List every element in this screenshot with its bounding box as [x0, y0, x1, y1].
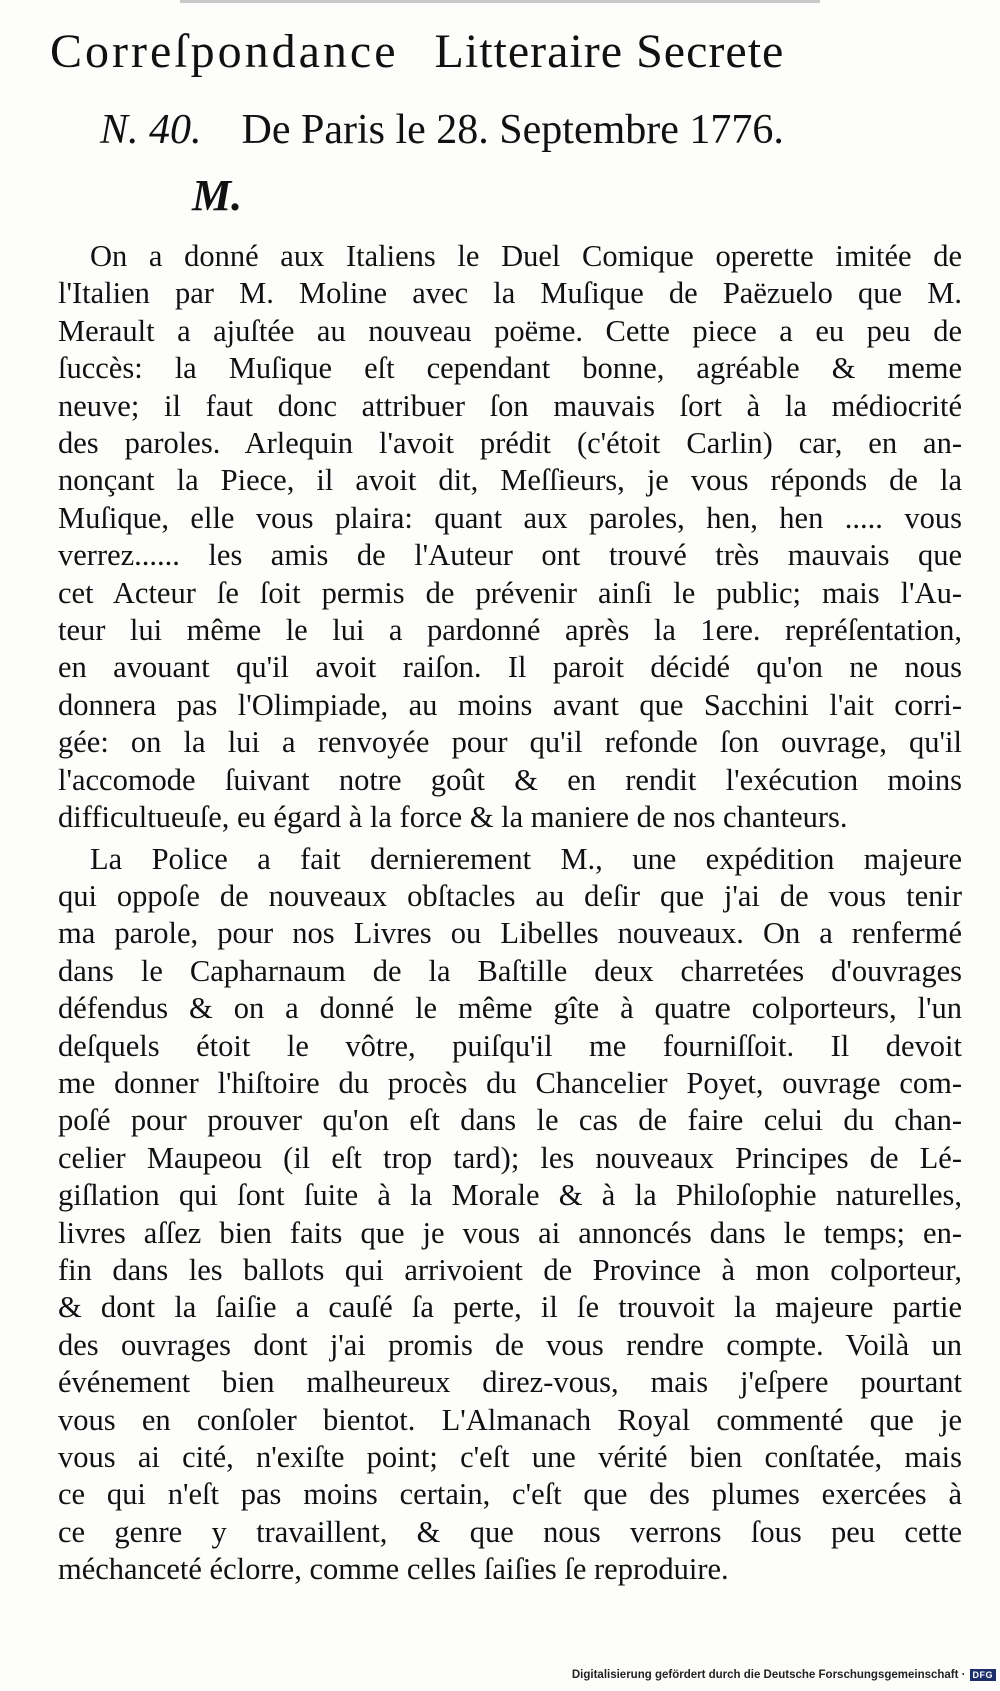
text-line: méchanceté éclorre, comme celles ſaiſies ſe reproduire.	[58, 1552, 729, 1587]
text-line: livres aſſez bien faits que je vous ai annoncés dans le temps; en-	[58, 1215, 962, 1250]
text-line: gée: on la lui a renvoyée pour qu'il refonde ſon ouvrage, qu'il	[58, 725, 962, 760]
text-line: défendus & on a donné le même gîte à quatre colporteurs, l'un	[58, 991, 962, 1026]
text-line: événement bien malheureux direz-vous, mais j'eſpere pourtant	[58, 1365, 962, 1400]
text-line: giſlation qui ſont ſuite à la Morale & à la Philoſophie naturelles,	[58, 1178, 962, 1213]
text-line: nonçant la Piece, il avoit dit, Meſſieurs, je vous réponds de la	[58, 463, 962, 498]
text-line: ce genre y travaillent, & que nous verrons ſous peu cette	[58, 1514, 962, 1549]
text-line: des paroles. Arlequin l'avoit prédit (c'étoit Carlin) car, en an-	[58, 426, 962, 461]
text-line: ſuccès: la Muſique eſt cependant bonne, agréable & meme	[58, 351, 962, 386]
text-line: vous ai cité, n'exiſte point; c'eſt une vérité bien conſtatée, mais	[58, 1440, 962, 1474]
text-line: cet Acteur ſe ſoit permis de prévenir ainſi le public; mais l'Au-	[58, 575, 962, 610]
credit-text: Digitalisierung gefördert durch die Deutsche Forschungsgemeinschaft ·	[571, 1669, 966, 1681]
issue-number: N. 40.	[100, 107, 202, 153]
text-line: fin dans les ballots qui arrivoient de Province à mon colporteur,	[58, 1252, 962, 1287]
top-border-rule	[180, 0, 820, 3]
page-title	[50, 22, 960, 82]
text-line: neuve; il faut donc attribuer ſon mauvais ſort à la médiocrité	[58, 388, 962, 423]
text-line: ce qui n'eſt pas moins certain, c'eſt que des plumes exercées à	[58, 1477, 962, 1512]
text-line: donnera pas l'Olimpiade, au moins avant que Sacchini l'ait corri-	[58, 687, 962, 722]
title-litteraire-secrete: Litteraire Secrete	[434, 25, 785, 78]
letter-body	[58, 238, 962, 1589]
text-line: des ouvrages dont j'ai promis de vous rendre compte. Voilà un	[58, 1327, 962, 1362]
text-line: celier Maupeou (il eſt trop tard); les nouveaux Principes de Lé-	[58, 1140, 962, 1175]
text-line: poſé pour prouver qu'on eſt dans le cas de faire celui du chan-	[58, 1103, 962, 1138]
text-line: me donner l'hiſtoire du procès du Chancelier Poyet, ouvrage com-	[58, 1065, 962, 1100]
text-line: difficultueuſe, eu égard à la force & la maniere de nos chanteurs.	[58, 800, 848, 835]
text-line: vous en conſoler bientot. L'Almanach Royal commenté que je	[58, 1402, 962, 1437]
text-line: verrez...... les amis de l'Auteur ont trouvé très mauvais que	[58, 538, 962, 573]
paragraph-2	[58, 841, 962, 1589]
issue-dateline	[100, 104, 920, 156]
dateline: De Paris le 28. Septembre 1776.	[241, 107, 784, 153]
text-line: & dont la ſaiſie a cauſé ſa perte, il ſe trouvoit la majeure partie	[58, 1290, 962, 1325]
text-line: On a donné aux Italiens le Duel Comique operette imitée de	[90, 239, 962, 273]
text-line: en avouant qu'il avoit raiſon. Il paroit décidé qu'on ne nous	[58, 650, 962, 685]
text-line: ma parole, pour nos Livres ou Libelles nouveaux. On a renfermé	[58, 916, 962, 951]
title-correspondance: Correſpondance	[50, 25, 399, 78]
text-line: qui oppoſe de nouveaux obſtacles au deſir que j'ai de vous tenir	[58, 878, 962, 913]
text-line: l'Italien par M. Moline avec la Muſique de Paëzuelo que M.	[58, 276, 962, 311]
text-line: dans le Capharnaum de la Baſtille deux charretées d'ouvrages	[58, 953, 962, 988]
paragraph-1	[58, 238, 962, 837]
text-line: Merault a ajuſtée au nouveau poëme. Cette piece a eu peu de	[58, 313, 962, 348]
text-line: l'accomode ſuivant notre goût & en rendit l'exécution moins	[58, 762, 962, 797]
text-line: deſquels étoit le vôtre, puiſqu'il me fourniſſoit. Il devoit	[58, 1028, 962, 1063]
text-line: Muſique, elle vous plaira: quant aux paroles, hen, hen ..... vous	[58, 500, 962, 535]
text-line: teur lui même le lui a pardonné après la 1ere. repréſentation,	[58, 613, 962, 648]
dfg-logo: DFG	[970, 1669, 997, 1681]
digitization-credit	[572, 1669, 996, 1681]
salutation: M.	[192, 171, 243, 220]
text-line: La Police a fait dernierement M., une expédition majeure	[90, 841, 962, 876]
